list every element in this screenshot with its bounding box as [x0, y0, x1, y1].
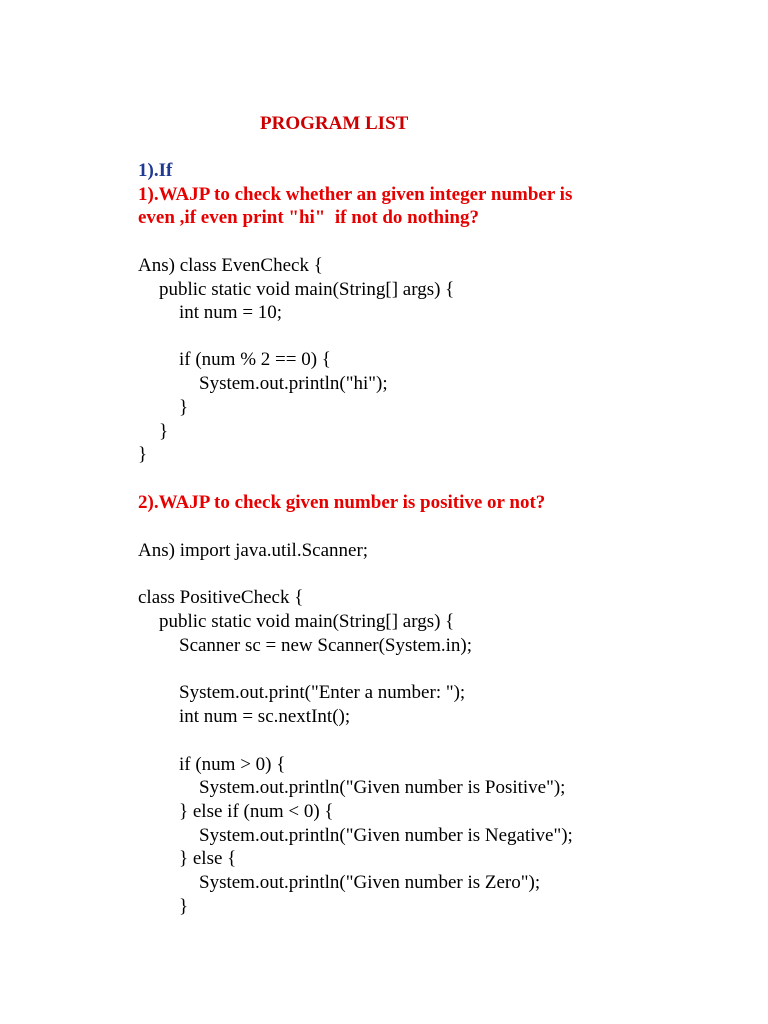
code-line: Ans) import java.util.Scanner; [138, 540, 369, 561]
code-line: } [179, 896, 189, 917]
code-line: Ans) class EvenCheck { [138, 255, 323, 276]
code-line: System.out.println("Given number is Negative"); [199, 825, 573, 846]
code-line: } [179, 397, 189, 418]
code-line: } [138, 444, 148, 465]
code-line: } else { [179, 848, 237, 869]
document-title: PROGRAM LIST [260, 113, 409, 134]
code-line: class PositiveCheck { [138, 587, 304, 608]
code-line: } [159, 421, 169, 442]
question-1-line-1: 1).WAJP to check whether an given integer number is [138, 184, 573, 205]
code-line: System.out.println("Given number is Zero"); [199, 872, 541, 893]
code-line: int num = sc.nextInt(); [179, 706, 351, 727]
code-line: public static void main(String[] args) { [159, 279, 455, 300]
code-line: } else if (num < 0) { [179, 801, 334, 822]
question-1-line-2: even ,if even print "hi" if not do nothing? [138, 207, 479, 228]
code-line: public static void main(String[] args) { [159, 611, 455, 632]
code-line: if (num > 0) { [179, 754, 286, 775]
code-line: System.out.print("Enter a number: "); [179, 682, 466, 703]
section-heading: 1).If [138, 160, 173, 181]
code-line: if (num % 2 == 0) { [179, 349, 331, 370]
code-line: System.out.println("Given number is Positive"); [199, 777, 566, 798]
code-line: System.out.println("hi"); [199, 373, 388, 394]
code-line: Scanner sc = new Scanner(System.in); [179, 635, 472, 656]
code-line: int num = 10; [179, 302, 283, 323]
question-2: 2).WAJP to check given number is positive or not? [138, 492, 546, 513]
